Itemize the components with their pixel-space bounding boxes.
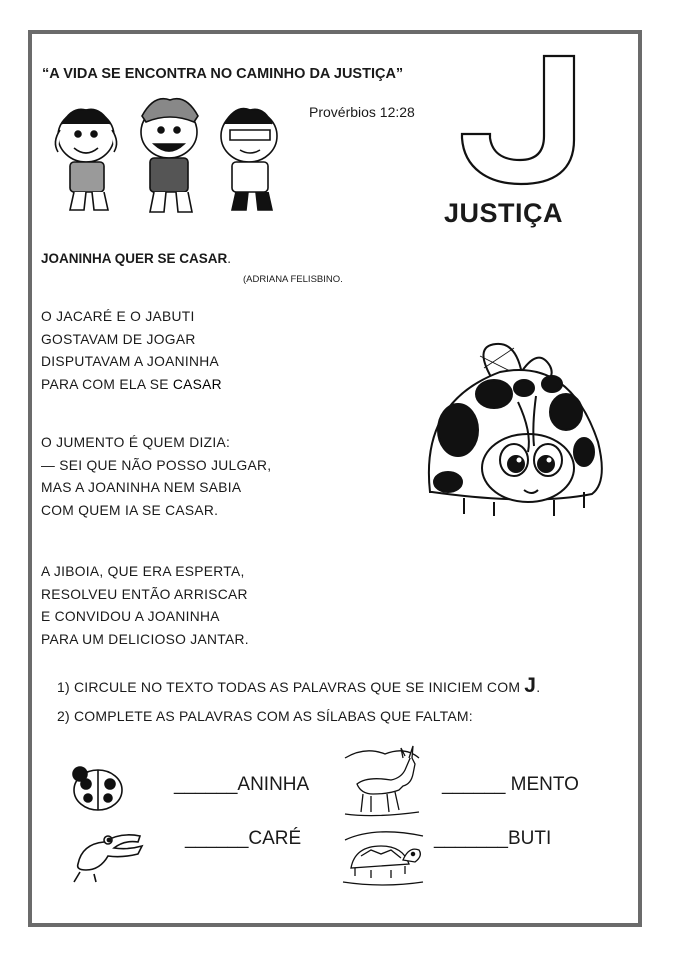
- stanza-line: O JACARÉ E O JABUTI: [41, 309, 195, 324]
- task-1-end: .: [536, 679, 541, 695]
- kids-illustration: [44, 94, 294, 222]
- story-title-text: JOANINHA QUER SE CASAR: [41, 251, 228, 266]
- exercise-care: ______CARÉ: [185, 828, 302, 849]
- stanza-line: RESOLVEU ENTÃO ARRISCAR: [41, 586, 248, 602]
- stanza-last-word: CASAR: [172, 376, 222, 392]
- stanza-line: MAS A JOANINHA NEM SABIA: [41, 480, 242, 495]
- story-title: [41, 251, 231, 266]
- stanza-line-text: PARA COM ELA SE: [41, 376, 173, 392]
- stanza-line: GOSTAVAM DE JOGAR: [41, 331, 196, 347]
- virtue-title: JUSTIÇA: [444, 198, 564, 228]
- task-1: [57, 674, 540, 698]
- task-2: 2) COMPLETE AS PALAVRAS COM AS SÍLABAS QUE FALTAM:: [57, 708, 473, 724]
- exercise-aninha: ______ANINHA: [174, 774, 310, 795]
- stanza-line: E CONVIDOU A JOANINHA: [41, 609, 220, 624]
- stanza-line: DISPUTAVAM A JOANINHA: [41, 354, 220, 369]
- page-quote: “A VIDA SE ENCONTRA NO CAMINHO DA JUSTIÇA”: [42, 66, 404, 82]
- stanza-1: [41, 306, 222, 396]
- exercise-mento: ______ MENTO: [442, 774, 579, 795]
- stanza-3: [41, 561, 249, 651]
- story-author: (ADRIANA FELISBINO.: [243, 274, 343, 285]
- task-1-letter: J: [524, 674, 537, 697]
- stanza-line: — SEI QUE NÃO POSSO JULGAR,: [41, 457, 272, 473]
- big-letter-j: [458, 52, 584, 188]
- exercise-buti: _______BUTI: [434, 828, 552, 849]
- stanza-line: O JUMENTO É QUEM DIZIA:: [41, 435, 231, 450]
- story-title-period: .: [227, 251, 232, 266]
- stanza-2: [41, 432, 271, 522]
- stanza-line: COM QUEM IA SE CASAR.: [41, 502, 219, 518]
- donkey-icon: [343, 744, 421, 820]
- ladybug-illustration: [424, 342, 606, 520]
- turtle-icon: [341, 826, 425, 892]
- stanza-line: PARA UM DELICIOSO JANTAR.: [41, 631, 249, 647]
- stanza-line: A JIBOIA, QUE ERA ESPERTA,: [41, 564, 245, 579]
- stanza-line: [41, 374, 222, 397]
- task-1-text: 1) CIRCULE NO TEXTO TODAS AS PALAVRAS QUE SE INICIEM COM: [57, 679, 525, 695]
- crocodile-icon: [68, 824, 146, 884]
- ladybug-icon: [68, 762, 126, 814]
- bible-reference: Provérbios 12:28: [309, 104, 415, 120]
